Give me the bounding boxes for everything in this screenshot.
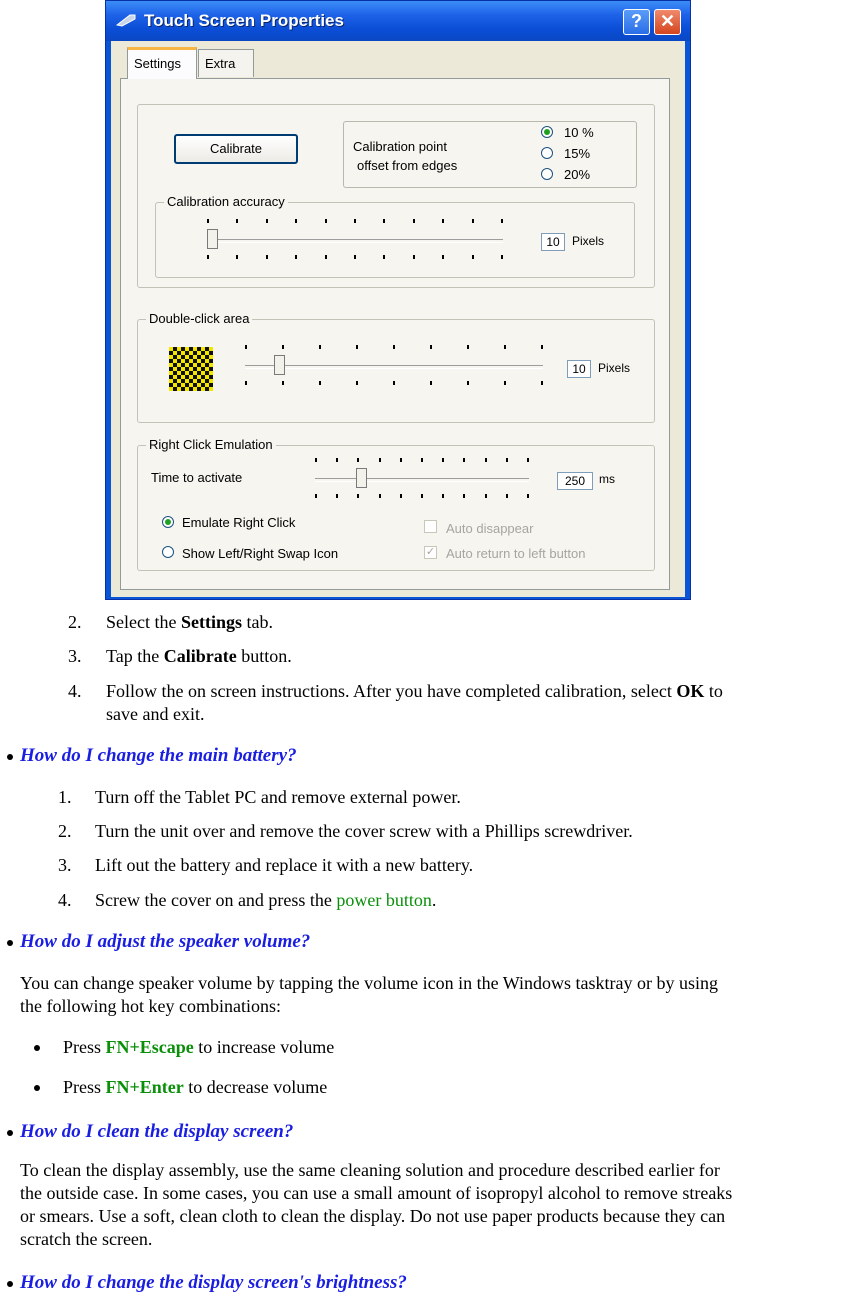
slider-tick (325, 219, 327, 223)
slider-thumb[interactable] (207, 229, 218, 249)
step-number: 2. (68, 612, 82, 632)
slider-tick (236, 219, 238, 223)
slider-tick (442, 219, 444, 223)
slider-tick (413, 255, 415, 259)
slider-tick (421, 494, 423, 498)
emulate-right-click-label: Emulate Right Click (182, 515, 296, 530)
step-text: Tap the Calibrate button. (106, 646, 292, 666)
offset-15-label: 15% (564, 146, 591, 161)
emulate-right-click-radio[interactable] (162, 516, 174, 528)
slider-tick (379, 494, 381, 498)
slider-tick (413, 219, 415, 223)
bullet (7, 1130, 13, 1136)
step-number: 3. (68, 646, 82, 666)
slider-tick (383, 255, 385, 259)
slider-tick (325, 255, 327, 259)
bullet (34, 1085, 40, 1091)
slider-tick (354, 255, 356, 259)
right-click-emulation-legend: Right Click Emulation (146, 437, 276, 452)
touch-screen-properties-dialog (105, 0, 691, 600)
slider-thumb[interactable] (274, 355, 285, 375)
help-button[interactable]: ? (623, 9, 650, 35)
slider-tick (207, 255, 209, 259)
offset-10-label: 10 % (564, 125, 594, 140)
question-brightness[interactable]: How do I change the display screen's brightness? (20, 1272, 407, 1293)
slider-tick (506, 494, 508, 498)
slider-track (207, 239, 503, 243)
slider-tick (315, 494, 317, 498)
paragraph-line: You can change speaker volume by tapping the volume icon in the Windows tasktray or by using (20, 973, 718, 993)
calibration-point-label: Calibration point (353, 139, 447, 154)
auto-return-label: Auto return to left button (446, 546, 586, 561)
slider-tick (463, 494, 465, 498)
slider-tick (295, 219, 297, 223)
step-text-continued: save and exit. (106, 704, 205, 724)
slider-tick (357, 458, 359, 462)
paragraph-line: or smears. Use a soft, clean cloth to clean the display. Do not use paper products because they can (20, 1206, 726, 1226)
slider-tick (527, 458, 529, 462)
slider-tick (442, 255, 444, 259)
question-volume[interactable]: How do I adjust the speaker volume? (20, 931, 311, 952)
step-number: 3. (58, 855, 72, 875)
slider-tick (336, 494, 338, 498)
slider-tick (400, 458, 402, 462)
calibration-accuracy-value: 10 (541, 233, 565, 251)
step-text: Screw the cover on and press the power button. (95, 890, 437, 910)
auto-return-checkbox[interactable]: ✓ (425, 546, 436, 558)
slider-tick (379, 458, 381, 462)
slider-tick (245, 345, 247, 349)
slider-tick (501, 219, 503, 223)
slider-tick (472, 219, 474, 223)
paragraph-line: the outside case. In some cases, you can use a small amount of isopropyl alcohol to remove streaks (20, 1183, 733, 1203)
paragraph-line: To clean the display assembly, use the same cleaning solution and procedure described earlier for (20, 1160, 720, 1180)
tab-settings[interactable]: Settings (127, 47, 197, 79)
calibration-accuracy-legend: Calibration accuracy (164, 194, 288, 209)
slider-tick (319, 345, 321, 349)
slider-tick (504, 381, 506, 385)
list-item: Press FN+Escape to increase volume (63, 1037, 335, 1057)
slider-tick (442, 458, 444, 462)
slider-tick (354, 219, 356, 223)
slider-tick (504, 345, 506, 349)
slider-tick (356, 345, 358, 349)
step-text: Follow the on screen instructions. After you have completed calibration, select OK to (106, 681, 723, 701)
offset-15-radio[interactable] (541, 147, 553, 159)
time-to-activate-unit: ms (599, 472, 615, 486)
auto-disappear-label: Auto disappear (446, 521, 534, 536)
slider-tick (393, 381, 395, 385)
question-clean[interactable]: How do I clean the display screen? (20, 1121, 294, 1142)
time-to-activate-label: Time to activate (151, 470, 243, 485)
step-number: 4. (58, 890, 72, 910)
show-swap-icon-label: Show Left/Right Swap Icon (182, 546, 339, 561)
slider-tick (472, 255, 474, 259)
title-bar[interactable] (106, 1, 690, 41)
bullet (7, 1281, 13, 1287)
slider-track (315, 478, 529, 482)
step-number: 1. (58, 787, 72, 807)
bullet (7, 754, 13, 760)
double-click-area-value: 10 (567, 360, 591, 378)
slider-tick (383, 219, 385, 223)
slider-tick (541, 381, 543, 385)
slider-tick (282, 345, 284, 349)
bullet (7, 940, 13, 946)
slider-tick (266, 219, 268, 223)
settings-panel (120, 78, 670, 590)
power-button-link[interactable]: power button (336, 890, 432, 910)
slider-tick (467, 381, 469, 385)
slider-tick (266, 255, 268, 259)
slider-tick (442, 494, 444, 498)
show-swap-icon-radio[interactable] (162, 546, 174, 558)
step-text: Lift out the battery and replace it with a new battery. (95, 855, 474, 875)
slider-tick (236, 255, 238, 259)
double-click-target-icon (169, 347, 213, 391)
slider-tick (295, 255, 297, 259)
time-to-activate-value: 250 (557, 472, 593, 490)
step-number: 4. (68, 681, 82, 701)
dialog-client (111, 41, 685, 597)
slider-tick (467, 345, 469, 349)
calibrate-button[interactable]: Calibrate (174, 134, 298, 164)
slider-tick (315, 458, 317, 462)
step-text: Turn the unit over and remove the cover screw with a Phillips screwdriver. (95, 821, 633, 841)
step-text: Turn off the Tablet PC and remove external power. (95, 787, 461, 807)
paragraph-line: scratch the screen. (20, 1229, 153, 1249)
step-text: Select the Settings tab. (106, 612, 273, 632)
list-item: Press FN+Enter to decrease volume (63, 1077, 328, 1097)
paragraph-line: the following hot key combinations: (20, 996, 281, 1016)
slider-tick (400, 494, 402, 498)
slider-tick (282, 381, 284, 385)
slider-tick (527, 494, 529, 498)
pen-icon (116, 13, 138, 27)
slider-tick (541, 345, 543, 349)
calibration-point-label-2: offset from edges (357, 158, 458, 173)
slider-tick (485, 458, 487, 462)
slider-tick (336, 458, 338, 462)
offset-20-radio[interactable] (541, 168, 553, 180)
slider-tick (430, 345, 432, 349)
slider-tick (319, 381, 321, 385)
dialog-title: Touch Screen Properties (144, 11, 344, 30)
slider-tick (501, 255, 503, 259)
calibration-accuracy-unit: Pixels (572, 234, 605, 248)
slider-tick (430, 381, 432, 385)
slider-tick (463, 458, 465, 462)
bullet (34, 1045, 40, 1051)
offset-10-radio[interactable] (541, 126, 553, 138)
auto-disappear-checkbox[interactable] (424, 520, 437, 533)
question-battery[interactable]: How do I change the main battery? (20, 745, 297, 766)
step-number: 2. (58, 821, 72, 841)
close-button[interactable]: ✕ (654, 9, 681, 35)
slider-thumb[interactable] (356, 468, 367, 488)
slider-tick (506, 458, 508, 462)
slider-tick (207, 219, 209, 223)
offset-20-label: 20% (564, 167, 591, 182)
slider-tick (393, 345, 395, 349)
double-click-area-legend: Double-click area (146, 311, 252, 326)
slider-tick (421, 458, 423, 462)
double-click-area-unit: Pixels (598, 361, 631, 375)
slider-track (245, 365, 543, 369)
tab-extra[interactable]: Extra (198, 49, 254, 77)
slider-tick (485, 494, 487, 498)
slider-tick (245, 381, 247, 385)
slider-tick (357, 494, 359, 498)
slider-tick (356, 381, 358, 385)
